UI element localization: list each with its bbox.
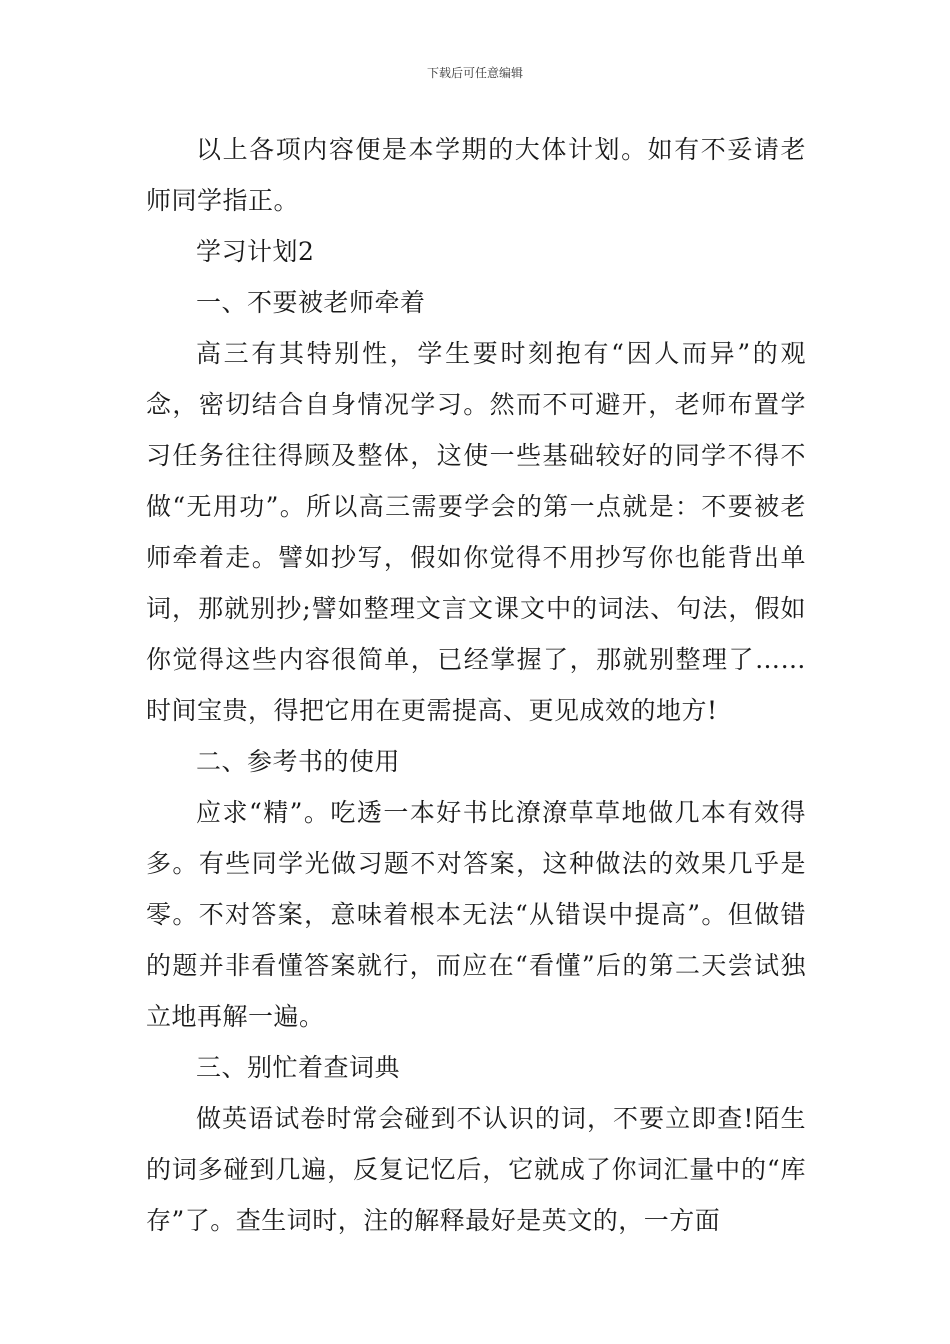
page-header: 下载后可任意编辑: [426, 66, 523, 80]
section-title-study-plan-2: 学习计划2: [196, 237, 315, 266]
paragraph-three: 做英语试卷时常会碰到不认识的词，不要立即查!陌生的词多碰到几遍，反复记忆后，它就成了你词汇量中的“库存”了。查生词时，注的解释最好是英文的，一方面: [146, 1104, 806, 1235]
document-body: [146, 124, 806, 1246]
heading-three: 三、别忙着查词典: [196, 1053, 401, 1082]
paragraph-two: 应求“精”。吃透一本好书比潦潦草草地做几本有效得多。有些同学光做习题不对答案，这种做法的效果几乎是零。不对答案，意味着根本无法“从错误中提高”。但做错的题并非看懂答案就行，而应在“看懂”后的第二天尝试独立地再解一遍。: [146, 798, 806, 1031]
heading-two: 二、参考书的使用: [196, 747, 401, 776]
paragraph-closing-remarks: 以上各项内容便是本学期的大体计划。如有不妥请老师同学指正。: [146, 135, 806, 215]
heading-one: 一、不要被老师牵着: [196, 288, 426, 317]
paragraph-one: 高三有其特别性，学生要时刻抱有“因人而异”的观念，密切结合自身情况学习。然而不可避开，老师布置学习任务往往得顾及整体，这使一些基础较好的同学不得不做“无用功”。所以高三需要学会的第一点就是：不要被老师牵着走。譬如抄写，假如你觉得不用抄写你也能背出单词，那就别抄;譬如整理文言文课文中的词法、句法，假如你觉得这些内容很简单，已经掌握了，那就别整理了……时间宝贵，得把它用在更需提高、更见成效的地方!: [146, 339, 806, 725]
